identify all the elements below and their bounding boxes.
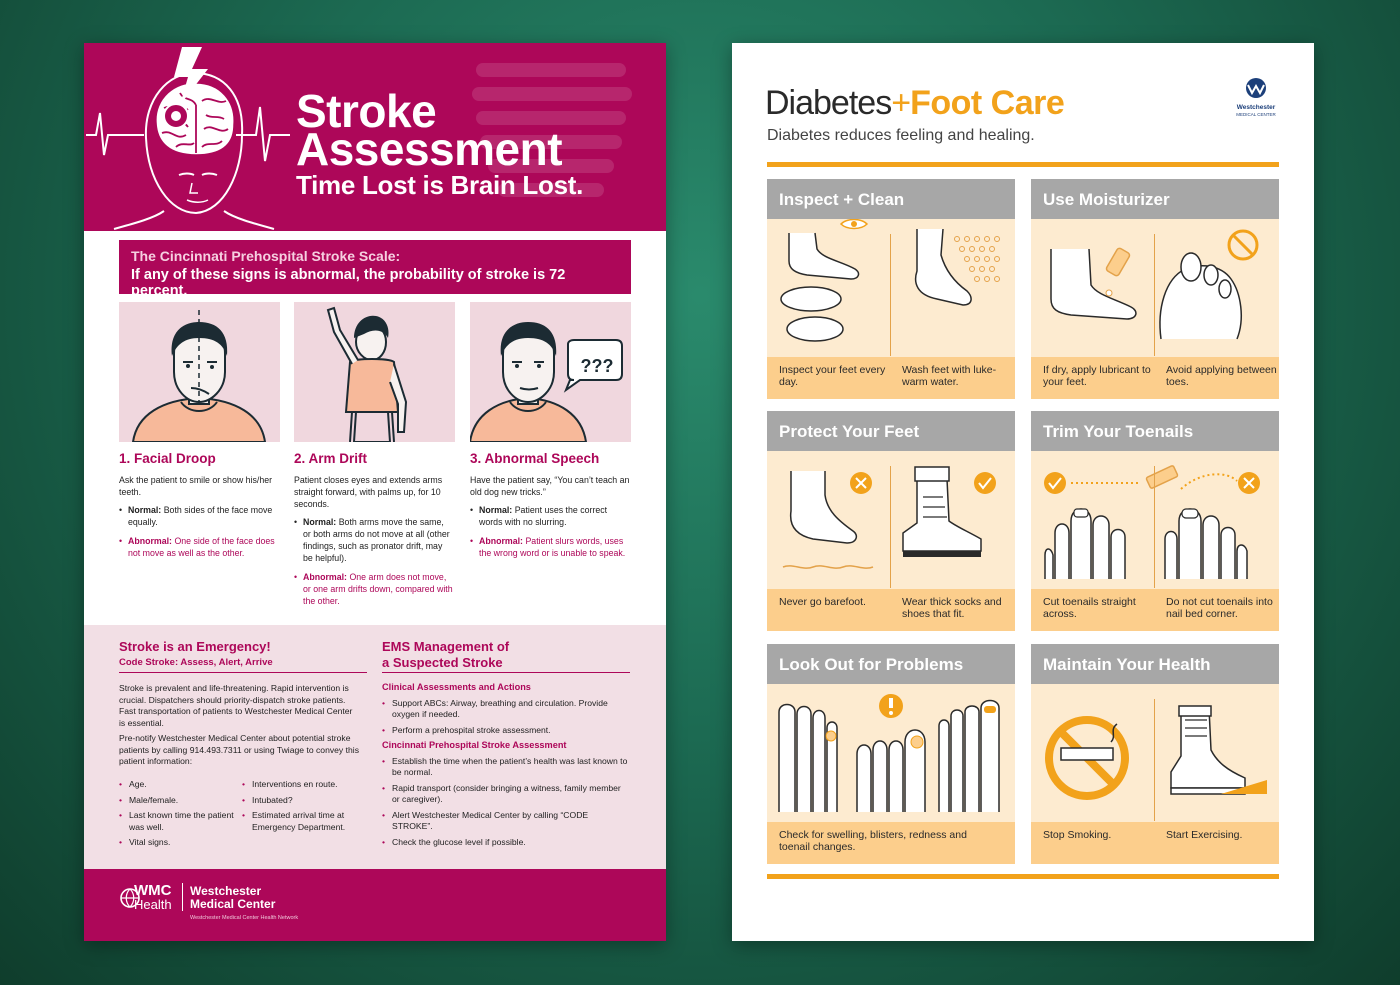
caption-left: Inspect your feet every day.: [779, 364, 886, 388]
abnormal-speech-normal: • Normal: Patient uses the correct words with no slurring.: [470, 504, 630, 528]
clipper-icon: [1146, 465, 1178, 489]
stroke-title-line1: Stroke: [296, 85, 437, 137]
caption-right: Start Exercising.: [1166, 829, 1243, 841]
card-title: Look Out for Problems: [767, 644, 1015, 684]
card-title: Protect Your Feet: [767, 411, 1015, 451]
stroke-title-line2: Assessment: [296, 123, 563, 175]
wmc-logo-text: WMC: [134, 882, 172, 899]
card-divider: [1154, 699, 1155, 821]
emergency-body: [119, 683, 359, 773]
emergency-rule: [119, 672, 367, 673]
ems-body: [382, 680, 630, 852]
diabetes-title: [765, 83, 1064, 123]
card-title: Trim Your Toenails: [1031, 411, 1279, 451]
diabetes-subtitle: Diabetes reduces feeling and healing.: [767, 127, 1035, 144]
logo-name-line2: MEDICAL CENTER: [1236, 112, 1276, 117]
bottom-accent-rule: [767, 874, 1279, 879]
list-item: • Last known time the patient was well.: [119, 810, 241, 833]
list-item: • Intubated?: [242, 795, 364, 807]
info-list-left: [119, 779, 241, 853]
card-captions: [1031, 822, 1279, 864]
list-item: • Interventions en route.: [242, 779, 364, 791]
check-icon: [974, 472, 996, 494]
facial-droop-abnormal: • Abnormal: One side of the face does not move as well as the other.: [119, 535, 279, 559]
arm-drift-intro: Patient closes eyes and extends arms straight forward, with palms up, for 10 seconds.: [294, 475, 443, 509]
emergency-subheading: Code Stroke: Assess, Alert, Arrive: [119, 657, 273, 668]
ems-section2-title: Cincinnati Prehospital Stroke Assessment: [382, 740, 567, 750]
top-accent-rule: [767, 162, 1279, 167]
westchester-logo: [1232, 77, 1280, 118]
speech-bubble-text: ???: [580, 356, 614, 376]
stroke-poster: [84, 43, 666, 941]
org-name-line1: Westchester: [190, 884, 262, 898]
foot-problems-illustration: [767, 684, 1015, 822]
title-foot-care: Foot Care: [910, 84, 1065, 122]
stroke-tagline: Time Lost is Brain Lost.: [296, 170, 584, 200]
list-item: • Vital signs.: [119, 837, 241, 849]
arm-drift-text: [294, 474, 454, 614]
facial-droop-title: 1. Facial Droop: [119, 451, 216, 466]
card-maintain-your-health: [1031, 644, 1279, 864]
card-title: Maintain Your Health: [1031, 644, 1279, 684]
stroke-footer: [84, 869, 666, 941]
footer-divider: [182, 883, 183, 911]
card-captions: [767, 822, 1015, 864]
caption-left: Check for swelling, blisters, redness and toenail changes.: [779, 829, 967, 853]
westchester-logo-icon: [1243, 77, 1269, 99]
stroke-header: [84, 43, 666, 231]
list-item: • Estimated arrival time at Emergency Department.: [242, 810, 364, 833]
ems-section1-title: Clinical Assessments and Actions: [382, 682, 531, 692]
card-title: Use Moisturizer: [1031, 179, 1279, 219]
facial-droop-intro: Ask the patient to smile or show his/her teeth.: [119, 475, 273, 497]
list-item: • Male/female.: [119, 795, 241, 807]
facial-droop-normal: • Normal: Both sides of the face move equally.: [119, 504, 279, 528]
card-inspect-clean: [767, 179, 1015, 399]
abnormal-speech-title: 3. Abnormal Speech: [470, 451, 600, 466]
stroke-info-section: [84, 625, 666, 869]
wmc-logo-subtext: Health: [134, 897, 172, 912]
list-item: • Support ABCs: Airway, breathing and circulation. Provide oxygen if needed.: [382, 698, 630, 721]
caption-left: If dry, apply lubricant to your feet.: [1043, 364, 1151, 388]
card-divider: [1154, 466, 1155, 588]
ems-heading: [382, 639, 509, 671]
arm-drift-normal: • Normal: Both arms move the same, or both arms do not move at all (other findings, such as pronator drift, may be helpful).: [294, 516, 454, 564]
card-divider: [890, 466, 891, 588]
moisturizer-illustration: [1031, 219, 1279, 357]
abnormal-speech-text: [470, 474, 630, 566]
caption-left: Stop Smoking.: [1043, 829, 1112, 841]
diabetes-poster: [732, 43, 1314, 941]
arm-drift-title: 2. Arm Drift: [294, 451, 368, 466]
card-captions: [1031, 589, 1279, 631]
emergency-para1: Stroke is prevalent and life-threatening. Rapid intervention is crucial. Dispatchers should priority-dispatch stroke patients. Fast transportation of patients to Westchester Medical Center is essential.: [119, 683, 353, 728]
list-item: • Establish the time when the patient’s health was last known to be normal.: [382, 756, 630, 779]
protect-feet-illustration: [767, 451, 1015, 589]
scale-heading: The Cincinnati Prehospital Stroke Scale:: [131, 248, 401, 264]
abnormal-speech-intro: Have the patient say, “You can’t teach an old dog new tricks.”: [470, 475, 630, 497]
caption-left: Never go barefoot.: [779, 596, 866, 608]
caption-right: Wear thick socks and shoes that fit.: [902, 596, 1002, 620]
card-captions: [767, 357, 1015, 399]
list-item: • Age.: [119, 779, 241, 791]
caption-right: Wash feet with luke-warm water.: [902, 364, 997, 388]
card-title: Inspect + Clean: [767, 179, 1015, 219]
ems-heading-line1: EMS Management of: [382, 639, 510, 654]
network-name: Westchester Medical Center Health Network: [190, 915, 299, 921]
trim-toenails-illustration: [1031, 451, 1279, 589]
check-icon: [1044, 472, 1066, 494]
arm-drift-illustration: [294, 302, 455, 442]
health-illustration: [1031, 684, 1279, 822]
card-captions: [1031, 357, 1279, 399]
card-trim-your-toenails: [1031, 411, 1279, 631]
title-diabetes: Diabetes: [765, 84, 892, 122]
card-use-moisturizer: [1031, 179, 1279, 399]
caption-right: Avoid applying between toes.: [1166, 364, 1277, 388]
card-divider: [1154, 234, 1155, 356]
emergency-para2: Pre-notify Westchester Medical Center about potential stroke patients by calling 914.493.7311 or using Twiage to convey this patient information:: [119, 733, 359, 766]
caption-right: Do not cut toenails into nail bed corner.: [1166, 596, 1273, 620]
caption-left: Cut toenails straight across.: [1043, 596, 1136, 620]
abnormal-speech-illustration: [470, 302, 631, 442]
facial-droop-illustration: [119, 302, 280, 442]
card-look-out-for-problems: [767, 644, 1015, 864]
logo-name-line1: Westchester: [1236, 104, 1276, 111]
list-item: • Rapid transport (consider bringing a witness, family member or caregiver).: [382, 783, 630, 806]
scale-text: If any of these signs is abnormal, the probability of stroke is 72 percent.: [131, 267, 566, 299]
inspect-clean-illustration: [767, 219, 1015, 357]
info-list-right: [242, 779, 364, 837]
title-plus: +: [891, 84, 911, 122]
facial-droop-text: [119, 474, 279, 566]
list-item: • Alert Westchester Medical Center by calling “CODE STROKE”.: [382, 810, 630, 833]
ems-rule: [382, 672, 630, 673]
abnormal-speech-abnormal: • Abnormal: Patient slurs words, uses the wrong word or is unable to speak.: [470, 535, 630, 559]
cincinnati-scale-banner: [119, 240, 631, 299]
ems-heading-line2: a Suspected Stroke: [382, 655, 503, 670]
org-name-line2: Medical Center: [190, 897, 276, 911]
card-divider: [890, 234, 891, 356]
list-item: • Check the glucose level if possible.: [382, 837, 630, 849]
list-item: • Perform a prehospital stroke assessment.: [382, 725, 630, 737]
card-protect-your-feet: [767, 411, 1015, 631]
emergency-heading: Stroke is an Emergency!: [119, 639, 271, 654]
card-captions: [767, 589, 1015, 631]
arm-drift-abnormal: • Abnormal: One arm does not move, or one arm drifts down, compared with the other.: [294, 571, 454, 607]
